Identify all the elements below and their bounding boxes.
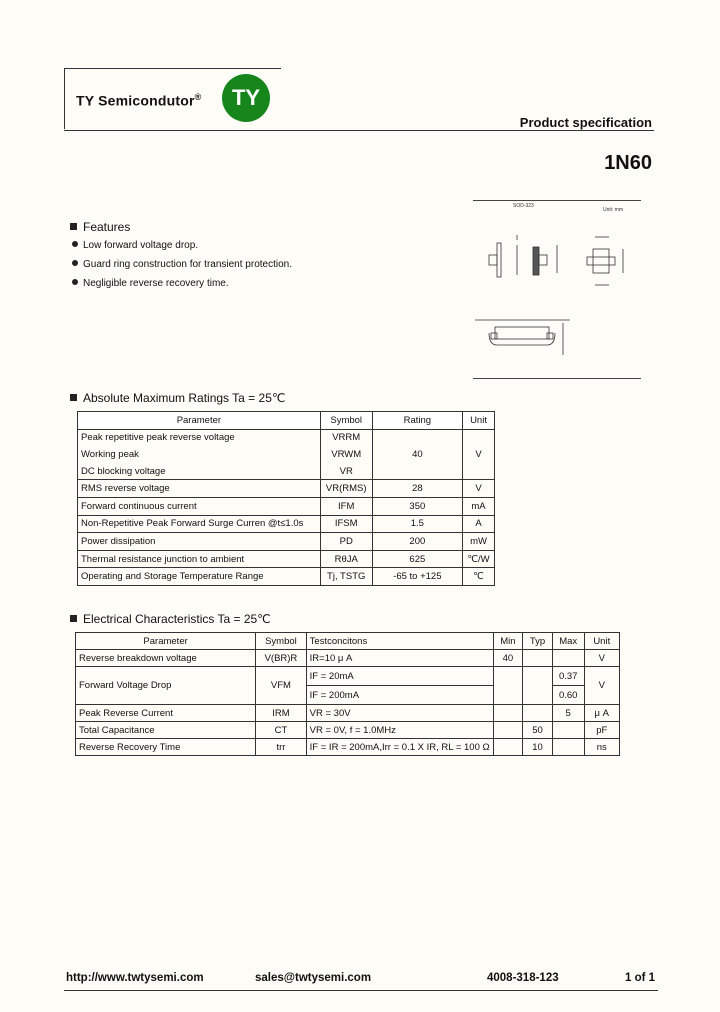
square-bullet-icon [70, 394, 77, 401]
min-cell [493, 722, 523, 739]
table-row [78, 480, 495, 498]
symbol-cell: RθJA [320, 550, 372, 568]
footer-rule [64, 990, 658, 991]
feature-item: Negligible reverse recovery time. [72, 278, 229, 289]
column-header: Testconcitons [306, 633, 493, 650]
symbol-cell: trr [256, 739, 306, 756]
column-header: Min [493, 633, 523, 650]
table-row [78, 533, 495, 551]
footer-website[interactable]: http://www.twtysemi.com [66, 972, 204, 984]
condition-cell: VR = 0V, f = 1.0MHz [306, 722, 493, 739]
param-cell: Forward continuous current [78, 497, 321, 515]
header-rule-left [64, 130, 280, 131]
column-header: Symbol [256, 633, 306, 650]
bullet-icon [72, 241, 78, 247]
table-row [76, 739, 620, 756]
min-cell: 40 [493, 650, 523, 667]
table-row [78, 568, 495, 586]
symbol-cell: Tj, TSTG [320, 568, 372, 586]
footer-email[interactable]: sales@twtysemi.com [255, 972, 372, 984]
table-header-row [78, 412, 495, 430]
max-cell: 0.37 [552, 667, 584, 686]
column-header: Rating [372, 412, 462, 430]
condition-cell: IF = IR = 200mA,Irr = 0.1 X IR, RL = 100 Ω [306, 739, 493, 756]
drawing-top-rule [473, 200, 641, 201]
symbol-cell: VRRM [320, 429, 372, 446]
column-header: Max [552, 633, 584, 650]
rating-cell: 350 [372, 497, 462, 515]
max-cell: 0.60 [552, 686, 584, 705]
rating-cell: 28 [372, 480, 462, 498]
condition-cell: IR=10 μ A [306, 650, 493, 667]
symbol-cell: VR(RMS) [320, 480, 372, 498]
unit-cell: V [584, 667, 619, 705]
brand-name: TY Semicondutor® [76, 92, 202, 109]
elec-title: Electrical Characteristics Ta = 25℃ [70, 612, 271, 626]
unit-cell: ℃ [463, 568, 495, 586]
unit-cell: pF [584, 722, 619, 739]
param-cell: DC blocking voltage [78, 463, 321, 480]
min-cell [493, 739, 523, 756]
elec-table [75, 632, 620, 756]
table-row [78, 497, 495, 515]
abs-max-title: Absolute Maximum Ratings Ta = 25℃ [70, 391, 285, 405]
symbol-cell: VFM [256, 667, 306, 705]
symbol-cell: IFM [320, 497, 372, 515]
footer-page-number: 1 of 1 [625, 972, 656, 984]
param-cell: Operating and Storage Temperature Range [78, 568, 321, 586]
footer-phone: 4008-318-123 [487, 972, 559, 984]
column-header: Parameter [78, 412, 321, 430]
typ-cell: 10 [523, 739, 553, 756]
bullet-icon [72, 279, 78, 285]
column-header: Unit [584, 633, 619, 650]
max-cell [552, 722, 584, 739]
drawing-bottom-rule [473, 378, 641, 379]
unit-cell: mW [463, 533, 495, 551]
column-header: Symbol [320, 412, 372, 430]
param-cell: Reverse Recovery Time [76, 739, 256, 756]
bullet-icon [72, 260, 78, 266]
unit-cell: mA [463, 497, 495, 515]
unit-cell: μ A [584, 705, 619, 722]
param-cell: Peak repetitive peak reverse voltage [78, 429, 321, 446]
symbol-cell: CT [256, 722, 306, 739]
unit-cell: ns [584, 739, 619, 756]
param-cell: Working peak [78, 446, 321, 463]
column-header: Parameter [76, 633, 256, 650]
max-cell: 5 [552, 705, 584, 722]
package-drawing [475, 215, 640, 375]
max-cell [552, 739, 584, 756]
abs-max-table [77, 411, 495, 586]
table-row [76, 667, 620, 686]
column-header: Typ [523, 633, 553, 650]
param-cell: Thermal resistance junction to ambient [78, 550, 321, 568]
symbol-cell: PD [320, 533, 372, 551]
rating-cell: 200 [372, 533, 462, 551]
table-row [76, 705, 620, 722]
feature-item: Guard ring construction for transient protection. [72, 259, 292, 270]
table-row [76, 650, 620, 667]
param-cell: RMS reverse voltage [78, 480, 321, 498]
unit-cell: V [463, 480, 495, 498]
unit-label: Unit: mm [603, 207, 623, 213]
rating-cell: 1.5 [372, 515, 462, 533]
rating-cell: 40 [372, 429, 462, 480]
symbol-cell: VRWM [320, 446, 372, 463]
typ-cell: 50 [523, 722, 553, 739]
unit-cell: A [463, 515, 495, 533]
table-row [78, 429, 495, 446]
rating-cell: 625 [372, 550, 462, 568]
min-cell [493, 667, 523, 705]
rating-cell: -65 to +125 [372, 568, 462, 586]
table-row [76, 722, 620, 739]
typ-cell [523, 705, 553, 722]
part-number: 1N60 [604, 152, 652, 174]
param-cell: Power dissipation [78, 533, 321, 551]
unit-cell: V [463, 429, 495, 480]
table-row [78, 515, 495, 533]
condition-cell: IF = 200mA [306, 686, 493, 705]
param-cell: Peak Reverse Current [76, 705, 256, 722]
param-cell: Forward Voltage Drop [76, 667, 256, 705]
ty-logo-icon: TY [222, 74, 270, 122]
header-rule [280, 130, 654, 131]
min-cell [493, 705, 523, 722]
features-title: Features [70, 220, 130, 234]
symbol-cell: IRM [256, 705, 306, 722]
unit-cell: V [584, 650, 619, 667]
param-cell: Non-Repetitive Peak Forward Surge Curren @t≤1.0s [78, 515, 321, 533]
typ-cell [523, 667, 553, 705]
table-row [78, 550, 495, 568]
symbol-cell: IFSM [320, 515, 372, 533]
square-bullet-icon [70, 615, 77, 622]
symbol-cell: VR [320, 463, 372, 480]
table-header-row [76, 633, 620, 650]
package-label: SOD-323 [513, 203, 534, 209]
max-cell [552, 650, 584, 667]
feature-item: Low forward voltage drop. [72, 240, 198, 251]
symbol-cell: V(BR)R [256, 650, 306, 667]
param-cell: Total Capacitance [76, 722, 256, 739]
square-bullet-icon [70, 223, 77, 230]
doc-type: Product specification [519, 115, 652, 130]
column-header: Unit [463, 412, 495, 430]
typ-cell [523, 650, 553, 667]
unit-cell: ℃/W [463, 550, 495, 568]
param-cell: Reverse breakdown voltage [76, 650, 256, 667]
condition-cell: IF = 20mA [306, 667, 493, 686]
condition-cell: VR = 30V [306, 705, 493, 722]
